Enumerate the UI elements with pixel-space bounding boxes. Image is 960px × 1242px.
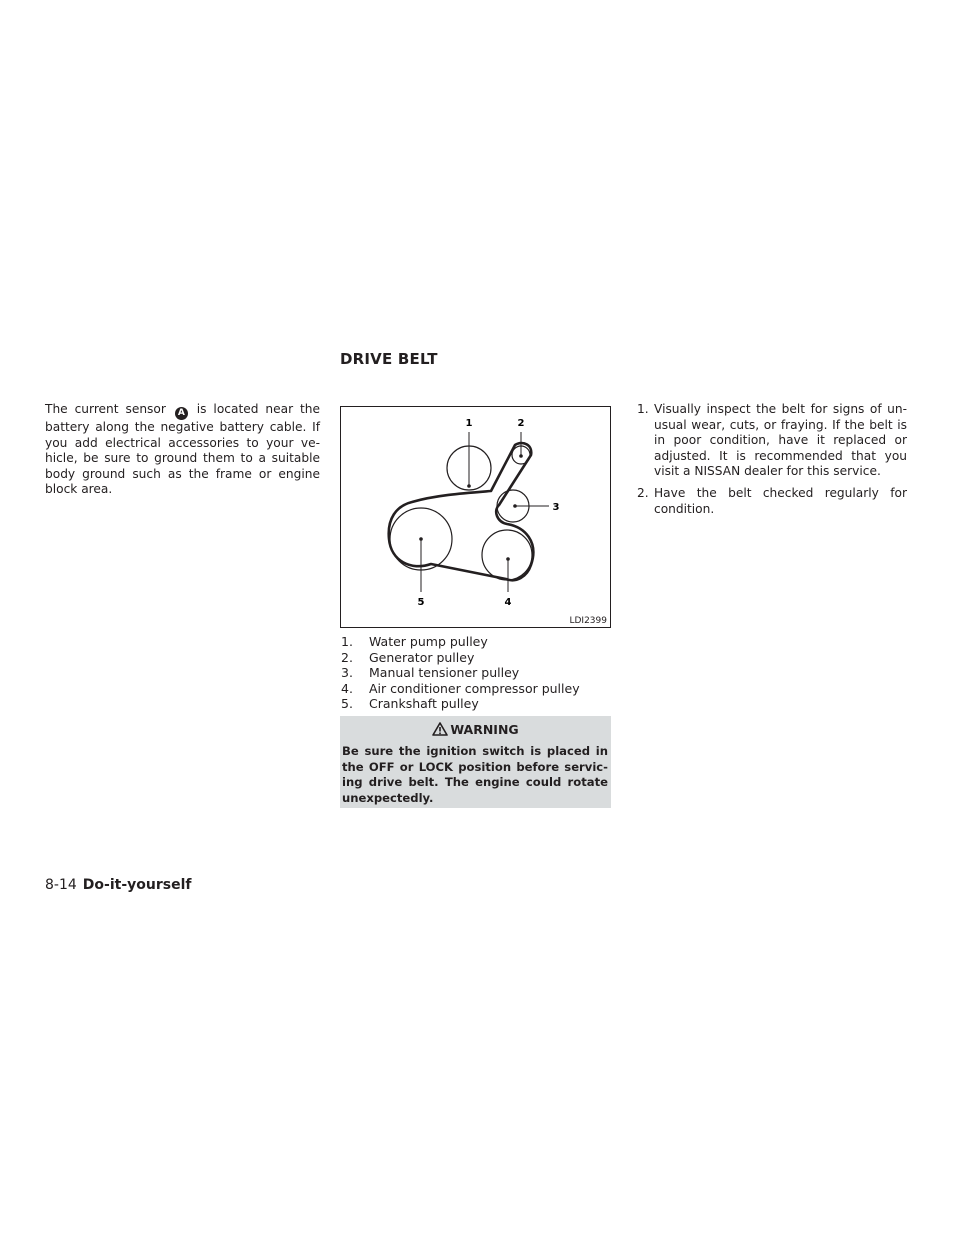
warning-title: WARNING <box>450 722 519 737</box>
paragraph-text-start: The current sensor <box>45 402 166 416</box>
callout-3: 3 <box>552 502 560 513</box>
step-item: 2. Have the belt checked regularly for condition. <box>637 485 907 516</box>
callout-2: 2 <box>517 418 525 429</box>
compressor-pulley <box>482 530 532 580</box>
legend-item: 4. Air conditioner compressor pulley <box>341 680 580 696</box>
legend-item: 5. Crankshaft pulley <box>341 696 479 712</box>
drive-belt-diagram <box>340 406 611 628</box>
section-title: DRIVE BELT <box>340 350 438 368</box>
callout-1: 1 <box>465 418 473 429</box>
warning-header <box>340 722 611 737</box>
paragraph-text-end: is located near the battery along the negative battery cable. If you add electrical accessories to your ve-hicle, be sure to ground them to a suitable body ground such as the frame or engine block area. <box>45 402 321 497</box>
callout-4: 4 <box>504 597 512 608</box>
callout-marker-a: A <box>175 407 188 420</box>
legend-item: 2. Generator pulley <box>341 649 475 665</box>
step-item: 1. Visually inspect the belt for signs of un-usual wear, cuts, or fraying. If the belt is in poor condition, have it replaced or adjusted. It is recommended that you visit a NISSAN dealer for this service. <box>637 402 907 479</box>
drive-belt <box>389 443 534 580</box>
warning-text: Be sure the ignition switch is placed in the OFF or LOCK position before servic-ing drive belt. The engine could rotate unexpectedly. <box>342 744 608 805</box>
inspection-steps <box>637 402 907 523</box>
warning-box <box>340 716 611 808</box>
current-sensor-paragraph <box>45 402 320 498</box>
callout-5: 5 <box>417 597 425 608</box>
legend-item: 3. Manual tensioner pulley <box>341 665 520 681</box>
pulley-legend <box>341 634 616 712</box>
figure-code: LDI2399 <box>569 616 607 626</box>
warning-triangle-icon <box>432 722 448 736</box>
page-footer <box>45 877 191 893</box>
legend-item: 1. Water pump pulley <box>341 634 488 649</box>
page-number: 8-14 <box>45 877 77 893</box>
footer-section-name: Do-it-yourself <box>82 877 192 893</box>
pulley-diagram-svg <box>341 407 612 629</box>
